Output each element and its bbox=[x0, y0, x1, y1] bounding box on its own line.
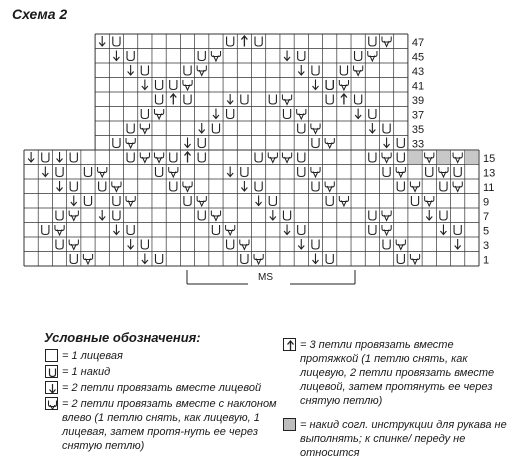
ssk-symbol bbox=[69, 240, 78, 250]
row-number: 39 bbox=[411, 95, 425, 107]
k2tog-symbol bbox=[99, 36, 105, 46]
k2tog-symbol bbox=[440, 225, 446, 235]
ssk-symbol bbox=[197, 66, 206, 76]
ssk-symbol bbox=[154, 153, 163, 163]
chart-title: Схема 2 bbox=[12, 6, 68, 22]
yarn-over-symbol bbox=[255, 153, 262, 163]
yarn-over-symbol bbox=[369, 225, 376, 235]
legend-item-knit: = 1 лицевая bbox=[62, 350, 123, 362]
k2tog-symbol bbox=[298, 65, 304, 75]
row-number: 47 bbox=[411, 37, 425, 49]
legend-title: Условные обозначения: bbox=[44, 330, 201, 345]
legend-item-ssk: = 2 петли провязать вместе с наклоном влево (1 петлю снять, как лицевую, 1 лицевая, затем протя-нуть ее через снятую петлю) bbox=[62, 398, 277, 452]
k2tog-symbol bbox=[199, 123, 205, 133]
ssk-symbol bbox=[439, 167, 448, 177]
k2tog-symbol bbox=[256, 196, 262, 206]
yarn-over-symbol bbox=[397, 182, 404, 192]
ssk-symbol bbox=[297, 109, 306, 119]
legend-symbol-k2tog bbox=[45, 381, 58, 394]
ssk-symbol bbox=[282, 153, 291, 163]
ssk-symbol bbox=[169, 167, 178, 177]
yarn-over-symbol bbox=[70, 254, 77, 264]
k2tog-symbol bbox=[113, 51, 119, 61]
k2tog-symbol bbox=[284, 225, 290, 235]
ssk-symbol bbox=[325, 182, 334, 192]
k2tog-symbol bbox=[113, 225, 119, 235]
legend-item-no-stitch: = накид согл. инструкции для рукава не выполнять; к спинке/ переду не относится bbox=[300, 419, 507, 459]
k2tog-symbol bbox=[213, 109, 219, 119]
yarn-over-symbol bbox=[170, 153, 177, 163]
yarn-over-symbol bbox=[312, 138, 319, 148]
ssk-symbol bbox=[382, 37, 391, 47]
row-number: 45 bbox=[411, 51, 425, 64]
ssk-symbol bbox=[83, 254, 92, 264]
yarn-over-symbol bbox=[70, 182, 77, 192]
yarn-over-symbol bbox=[170, 80, 177, 90]
ssk-symbol bbox=[368, 51, 377, 61]
k2tog-symbol bbox=[426, 210, 432, 220]
ssk-symbol bbox=[268, 153, 277, 163]
k2tog-symbol bbox=[241, 181, 247, 191]
yarn-over-symbol bbox=[454, 225, 461, 235]
k2tog-symbol bbox=[128, 239, 134, 249]
ssk-symbol bbox=[240, 240, 249, 250]
yarn-over-symbol bbox=[312, 182, 319, 192]
yarn-over-symbol bbox=[369, 153, 376, 163]
yarn-over-symbol bbox=[426, 167, 433, 177]
yarn-over-symbol bbox=[42, 225, 49, 235]
yarn-over-symbol bbox=[312, 66, 319, 76]
yarn-over-symbol bbox=[198, 51, 205, 61]
ssk-symbol bbox=[226, 225, 235, 235]
yarn-over-symbol bbox=[127, 153, 134, 163]
yarn-over-symbol bbox=[269, 95, 276, 105]
yarn-over-symbol bbox=[113, 211, 120, 221]
yarn-over-symbol bbox=[155, 167, 162, 177]
yarn-over-symbol bbox=[155, 95, 162, 105]
legend-symbol-yarn-over bbox=[45, 365, 58, 378]
yarn-over-symbol bbox=[397, 138, 404, 148]
yarn-over-symbol bbox=[227, 240, 234, 250]
yarn-over-symbol bbox=[155, 80, 162, 90]
ssk-symbol bbox=[311, 124, 320, 134]
yarn-over-symbol bbox=[141, 66, 148, 76]
yarn-over-symbol bbox=[184, 196, 191, 206]
yarn-over-symbol bbox=[298, 225, 305, 235]
s2kp-symbol bbox=[185, 152, 191, 163]
ssk-symbol bbox=[339, 196, 348, 206]
yarn-over-symbol bbox=[241, 95, 248, 105]
yarn-over-symbol bbox=[298, 124, 305, 134]
ssk-symbol bbox=[453, 182, 462, 192]
ssk-symbol bbox=[183, 182, 192, 192]
yarn-over-symbol bbox=[383, 167, 390, 177]
gray-symbol bbox=[408, 150, 421, 164]
chart-grid bbox=[24, 34, 479, 266]
yarn-over-symbol bbox=[411, 196, 418, 206]
yarn-over-symbol bbox=[355, 95, 362, 105]
yarn-over-symbol bbox=[127, 124, 134, 134]
yarn-over-symbol bbox=[269, 196, 276, 206]
yarn-over-symbol bbox=[283, 109, 290, 119]
k2tog-symbol bbox=[185, 138, 191, 148]
yarn-over-symbol bbox=[56, 167, 63, 177]
yarn-over-symbol bbox=[369, 109, 376, 119]
row-number: 3 bbox=[483, 240, 490, 252]
legend-item-k2tog: = 2 петли провязать вместе лицевой bbox=[62, 382, 262, 394]
ssk-symbol bbox=[112, 182, 121, 192]
yarn-over-symbol bbox=[298, 167, 305, 177]
ssk-symbol bbox=[354, 66, 363, 76]
row-number: 7 bbox=[483, 211, 490, 223]
yarn-over-symbol bbox=[113, 196, 120, 206]
k2tog-symbol bbox=[227, 94, 233, 104]
yarn-over-symbol bbox=[397, 254, 404, 264]
ssk-symbol bbox=[396, 240, 405, 250]
ssk-symbol bbox=[410, 182, 419, 192]
ssk-symbol bbox=[126, 138, 135, 148]
ssk-symbol bbox=[211, 51, 220, 61]
k2tog-symbol bbox=[227, 167, 233, 177]
yarn-over-symbol bbox=[326, 254, 333, 264]
k2tog-symbol bbox=[99, 210, 105, 220]
ssk-symbol bbox=[425, 196, 434, 206]
row-number: 13 bbox=[483, 167, 496, 180]
ssk-symbol bbox=[140, 153, 149, 163]
ssk-symbol bbox=[311, 167, 320, 177]
yarn-over-symbol bbox=[326, 196, 333, 206]
yarn-over-symbol bbox=[326, 95, 333, 105]
k2tog-symbol bbox=[71, 196, 77, 206]
ssk-symbol bbox=[154, 109, 163, 119]
yarn-over-symbol bbox=[227, 109, 234, 119]
ms-label: MS bbox=[258, 272, 273, 283]
yarn-over-symbol bbox=[298, 153, 305, 163]
yarn-over-symbol bbox=[440, 211, 447, 221]
legend-symbol-ssk bbox=[45, 397, 58, 410]
yarn-over-symbol bbox=[198, 138, 205, 148]
ssk-symbol bbox=[325, 138, 334, 148]
k2tog-symbol bbox=[284, 51, 290, 61]
row-number: 35 bbox=[411, 124, 425, 136]
k2tog-symbol bbox=[312, 254, 318, 264]
yarn-over-symbol bbox=[369, 37, 376, 47]
yarn-over-symbol bbox=[312, 240, 319, 250]
yarn-over-symbol bbox=[212, 124, 219, 134]
yarn-over-symbol bbox=[170, 182, 177, 192]
yarn-over-symbol bbox=[127, 225, 134, 235]
k2tog-symbol bbox=[142, 80, 148, 90]
yarn-over-symbol bbox=[326, 80, 333, 90]
yarn-over-symbol bbox=[56, 240, 63, 250]
yarn-over-symbol bbox=[198, 211, 205, 221]
gray-symbol bbox=[437, 150, 450, 164]
yarn-over-symbol bbox=[440, 182, 447, 192]
legend-symbol-knit bbox=[45, 349, 58, 362]
yarn-over-symbol bbox=[155, 254, 162, 264]
yarn-over-symbol bbox=[84, 167, 91, 177]
k2tog-symbol bbox=[57, 181, 63, 191]
row-number: 43 bbox=[411, 66, 425, 78]
row-number: 41 bbox=[411, 80, 425, 93]
yarn-over-symbol bbox=[184, 95, 191, 105]
yarn-over-symbol bbox=[141, 109, 148, 119]
k2tog-symbol bbox=[455, 239, 461, 249]
yarn-over-symbol bbox=[255, 182, 262, 192]
yarn-over-symbol bbox=[113, 37, 120, 47]
yarn-over-symbol bbox=[212, 225, 219, 235]
k2tog-symbol bbox=[128, 65, 134, 75]
k2tog-symbol bbox=[28, 152, 34, 162]
yarn-over-symbol bbox=[56, 211, 63, 221]
row-number: 33 bbox=[411, 138, 425, 151]
yarn-over-symbol bbox=[70, 153, 77, 163]
yarn-over-symbol bbox=[99, 182, 106, 192]
yarn-over-symbol bbox=[298, 51, 305, 61]
yarn-over-symbol bbox=[141, 240, 148, 250]
ssk-symbol bbox=[410, 254, 419, 264]
k2tog-symbol bbox=[42, 167, 48, 177]
ssk-symbol bbox=[197, 196, 206, 206]
yarn-over-symbol bbox=[198, 153, 205, 163]
yarn-over-symbol bbox=[369, 211, 376, 221]
ssk-symbol bbox=[140, 124, 149, 134]
yarn-over-symbol bbox=[283, 211, 290, 221]
ssk-symbol bbox=[98, 167, 107, 177]
ms-bracket bbox=[187, 270, 355, 284]
legend-item-s2kp: = 3 петли провязать вместе протяжкой (1 петлю снять, как лицевую, 2 петли провязать вместе лицевой, затем протянуть ее через снятую петлю) bbox=[300, 339, 495, 407]
yarn-over-symbol bbox=[184, 66, 191, 76]
ssk-symbol bbox=[382, 153, 391, 163]
yarn-over-symbol bbox=[383, 240, 390, 250]
s2kp-symbol bbox=[241, 36, 247, 47]
yarn-over-symbol bbox=[227, 37, 234, 47]
row-number: 5 bbox=[483, 225, 490, 238]
row-number: 37 bbox=[411, 109, 425, 122]
legend-symbol-s2kp bbox=[283, 338, 296, 351]
k2tog-symbol bbox=[384, 138, 390, 148]
ssk-symbol bbox=[453, 153, 462, 163]
k2tog-symbol bbox=[57, 152, 63, 162]
ssk-symbol bbox=[339, 80, 348, 90]
yarn-over-symbol bbox=[326, 80, 333, 90]
yarn-over-symbol bbox=[397, 153, 404, 163]
legend-symbol-no-stitch bbox=[283, 418, 296, 431]
yarn-over-symbol bbox=[241, 254, 248, 264]
legend-item-yarn-over: = 1 накид bbox=[62, 366, 111, 378]
yarn-over-symbol bbox=[383, 124, 390, 134]
ssk-symbol bbox=[425, 153, 434, 163]
row-number: 9 bbox=[483, 196, 490, 209]
k2tog-symbol bbox=[270, 210, 276, 220]
yarn-over-symbol bbox=[127, 51, 134, 61]
k2tog-symbol bbox=[369, 123, 375, 133]
yarn-over-symbol bbox=[42, 153, 49, 163]
k2tog-symbol bbox=[355, 109, 361, 119]
ssk-symbol bbox=[55, 225, 64, 235]
yarn-over-symbol bbox=[355, 51, 362, 61]
yarn-over-symbol bbox=[113, 138, 120, 148]
ssk-symbol bbox=[69, 211, 78, 221]
yarn-over-symbol bbox=[340, 66, 347, 76]
ssk-symbol bbox=[382, 225, 391, 235]
s2kp-symbol bbox=[341, 94, 347, 105]
ssk-symbol bbox=[183, 80, 192, 90]
yarn-over-symbol bbox=[255, 37, 262, 47]
ssk-symbol bbox=[254, 254, 263, 264]
yarn-over-symbol bbox=[241, 167, 248, 177]
k2tog-symbol bbox=[312, 80, 318, 90]
k2tog-symbol bbox=[298, 239, 304, 249]
yarn-over-symbol bbox=[84, 196, 91, 206]
ssk-symbol bbox=[126, 196, 135, 206]
row-number: 1 bbox=[483, 254, 490, 267]
s2kp-symbol bbox=[170, 94, 176, 105]
k2tog-symbol bbox=[142, 254, 148, 264]
ssk-symbol bbox=[382, 211, 391, 221]
ssk-symbol bbox=[396, 167, 405, 177]
yarn-over-symbol bbox=[454, 167, 461, 177]
row-number: 11 bbox=[483, 182, 495, 194]
ssk-symbol bbox=[282, 95, 291, 105]
gray-symbol bbox=[465, 150, 478, 164]
row-number: 15 bbox=[483, 153, 496, 165]
ssk-symbol bbox=[211, 211, 220, 221]
